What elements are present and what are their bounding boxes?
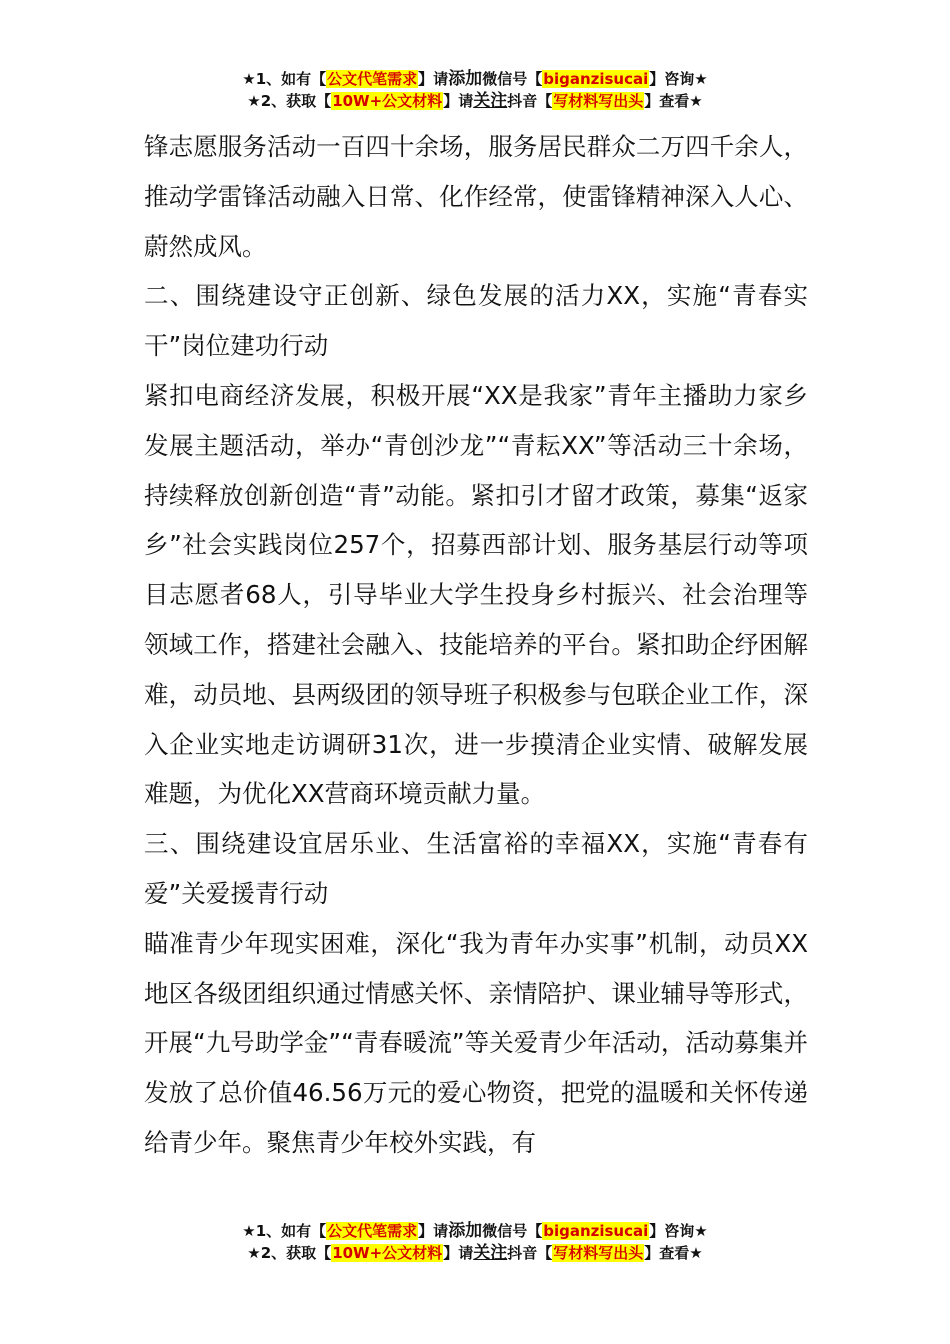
header-banner	[0, 68, 950, 112]
highlight-service: 公文代笔需求	[327, 70, 418, 88]
banner-text: ★1、如有【	[242, 1222, 327, 1240]
banner-line-1	[0, 68, 950, 90]
banner-line-2	[0, 1242, 950, 1264]
highlight-materials: 10W+公文材料	[332, 1244, 443, 1262]
section-heading: 三、围绕建设宜居乐业、生活富裕的幸福XX，实施“青春有爱”关爱援青行动	[144, 829, 808, 908]
banner-emphasis: 添加	[448, 1221, 483, 1241]
banner-text: 】查看★	[644, 1244, 703, 1262]
highlight-wechat-id[interactable]: biganzisucai	[543, 70, 649, 88]
highlight-wechat-id[interactable]: biganzisucai	[543, 1222, 649, 1240]
highlight-douyin-account[interactable]: 写材料写出头	[553, 1244, 644, 1262]
banner-line-1	[0, 1220, 950, 1242]
highlight-materials: 10W+公文材料	[332, 92, 443, 110]
highlight-douyin-account[interactable]: 写材料写出头	[553, 92, 644, 110]
footer-banner	[0, 1220, 950, 1264]
banner-text: 】请	[443, 1244, 474, 1262]
banner-emphasis: 添加	[448, 69, 483, 89]
paragraph: 紧扣电商经济发展，积极开展“XX是我家”青年主播助力家乡发展主题活动，举办“青创沙龙”“青耘XX”等活动三十余场，持续释放创新创造“青”动能。紧扣引才留才政策，募集“返家乡”社会实践岗位257个，招募西部计划、服务基层行动等项目志愿者68人，引导毕业大学生投身乡村振兴、社会治理等领域工作，搭建社会融入、技能培养的平台。紧扣助企纾困解难，动员地、县两级团的领导班子积极参与包联企业工作，深入企业实地走访调研31次，进一步摸清企业实情、破解发展难题，为优化XX营商环境贡献力量。	[144, 380, 808, 809]
paragraph: 锋志愿服务活动一百四十余场，服务居民群众二万四千余人，推动学雷锋活动融入日常、化作经常，使雷锋精神深入人心、蔚然成风。	[144, 132, 808, 261]
banner-text: 微信号【	[482, 1222, 543, 1240]
banner-text: 】咨询★	[649, 70, 708, 88]
banner-text: 】咨询★	[649, 1222, 708, 1240]
document-body	[144, 122, 808, 1168]
banner-text: 】请	[418, 70, 449, 88]
banner-emphasis: 关注	[473, 91, 508, 111]
banner-text: 抖音【	[507, 92, 553, 110]
banner-text: ★2、获取【	[247, 1244, 332, 1262]
banner-text: 抖音【	[507, 1244, 553, 1262]
banner-line-2	[0, 90, 950, 112]
banner-text: 】请	[418, 1222, 449, 1240]
banner-emphasis: 关注	[473, 1243, 508, 1263]
banner-text: 微信号【	[482, 70, 543, 88]
highlight-service: 公文代笔需求	[327, 1222, 418, 1240]
banner-text: ★1、如有【	[242, 70, 327, 88]
banner-text: 】查看★	[644, 92, 703, 110]
paragraph: 瞄准青少年现实困难，深化“我为青年办实事”机制，动员XX地区各级团组织通过情感关怀、亲情陪护、课业辅导等形式，开展“九号助学金”“青春暖流”等关爱青少年活动，活动募集并发放了总价值46.56万元的爱心物资，把党的温暖和关怀传递给青少年。聚焦青少年校外实践，有	[144, 928, 808, 1157]
section-heading: 二、围绕建设守正创新、绿色发展的活力XX，实施“青春实干”岗位建功行动	[144, 281, 808, 361]
banner-text: ★2、获取【	[247, 92, 332, 110]
banner-text: 】请	[443, 92, 474, 110]
